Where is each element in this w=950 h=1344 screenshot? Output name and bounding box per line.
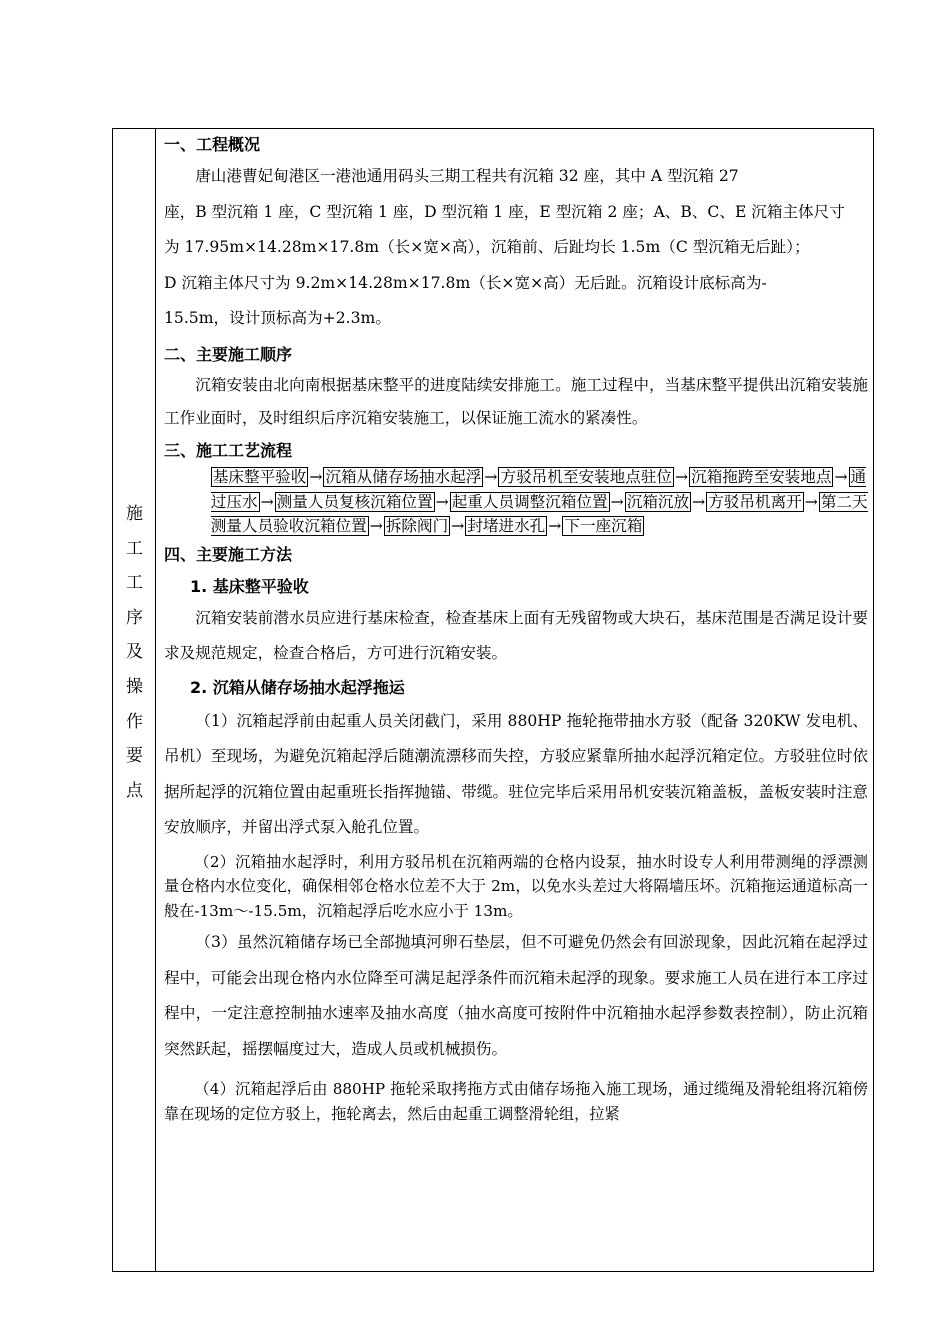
section-3-heading: 三、施工工艺流程 (164, 441, 293, 461)
label-char: 作 (126, 711, 143, 732)
flow-step: 封堵进水孔 (467, 516, 546, 535)
flow-arrow: → (435, 492, 449, 511)
flow-step: 拆除阀门 (385, 516, 449, 535)
section-4-heading: 四、主要施工方法 (164, 544, 293, 564)
section-2-heading: 二、主要施工顺序 (164, 344, 293, 364)
label-char: 操 (126, 676, 143, 697)
label-char: 工 (126, 573, 143, 594)
flow-arrow: → (369, 516, 383, 535)
section-1-body (164, 159, 868, 337)
flow-arrow: → (451, 516, 465, 535)
section-1-heading: 一、工程概况 (164, 135, 261, 154)
flow-step: 沉箱拖跨至安装地点 (691, 468, 832, 487)
flow-step: 通过压水 (210, 468, 867, 511)
flow-arrow: → (804, 492, 818, 511)
row-label-cell (113, 129, 156, 1271)
body-line: 唐山港曹妃甸港区一港池通用码头三期工程共有沉箱 32 座，其中 A 型沉箱 27 (195, 167, 739, 185)
flow-arrow: → (260, 492, 274, 511)
flow-step: 下一座沉箱 (564, 516, 643, 535)
flow-arrow: → (675, 468, 689, 487)
label-char: 点 (126, 780, 143, 801)
subsection-2-para-4: （4）沉箱起浮后由 880HP 拖轮采取拷拖方式由储存场拖入施工现场，通过缆绳及滑轮组将沉箱傍靠在现场的定位方驳上，拖轮离去，然后由起重工调整滑轮组，拉紧 (164, 1080, 868, 1123)
label-char: 及 (126, 642, 143, 663)
flow-arrow: → (610, 492, 624, 511)
label-char: 序 (126, 607, 143, 628)
body-line: 15.5m，设计顶标高为+2.3m。 (164, 309, 391, 327)
body-line: D 沉箱主体尺寸为 9.2m×14.28m×17.8m（长×宽×高）无后趾。沉箱设计底标高为- (164, 273, 767, 292)
subsection-1-body: 沉箱安装前潜水员应进行基床检查，检查基床上面有无残留物或大块石，基床范围是否满足设计要求及规范规定，检查合格后，方可进行沉箱安装。 (164, 608, 868, 663)
row-label (113, 497, 156, 808)
flow-step: 基床整平验收 (212, 468, 307, 487)
subsection-1-heading: 1. 基床整平验收 (190, 576, 309, 596)
flow-step: 方驳吊机离开 (708, 492, 802, 511)
flow-arrow: → (309, 468, 323, 487)
label-char: 施 (126, 504, 143, 524)
body-line: 为 17.95m×14.28m×17.8m（长×宽×高），沉箱前、后趾均长 1.5m（C 型沉箱无后趾）； (164, 238, 810, 256)
subsection-2-para-1: （1）沉箱起浮前由起重人员关闭截门，采用 880HP 拖轮拖带抽水方驳（配备 320KW 发电机、吊机）至现场，为避免沉箱起浮后随潮流漂移而失控，方驳应紧靠所抽水起浮沉箱定位。方驳驻位时依据所起浮的沉箱位置由起重班长指挥抛锚、带缆。驻位完毕后采用吊机安装沉箱盖板，盖板安装时注意安放顺序，并留出浮式泵入舱孔位置。 (164, 711, 868, 837)
document-table (112, 128, 874, 1272)
flow-step: 方驳吊机至安装地点驻位 (500, 468, 673, 487)
flow-arrow: → (692, 492, 706, 511)
flow-step: 沉箱沉放 (626, 492, 690, 511)
flow-step: 测量人员复核沉箱位置 (276, 492, 433, 511)
flow-step: 沉箱从储存场抽水起浮 (325, 468, 482, 487)
section-2-body: 沉箱安装由北向南根据基床整平的进度陆续安排施工。施工过程中，当基床整平提供出沉箱安装施工作业面时，及时组织后序沉箱安装施工，以保证施工流水的紧凑性。 (164, 375, 868, 427)
flow-step: 第二天测量人员验收沉箱位置 (210, 492, 868, 535)
flow-arrow: → (548, 516, 562, 535)
subsection-2-heading: 2. 沉箱从储存场抽水起浮拖运 (190, 677, 405, 697)
content-cell (164, 131, 868, 1126)
subsection-2-para-2: （2）沉箱抽水起浮时，利用方驳吊机在沉箱两端的仓格内设泵，抽水时设专人利用带测绳的浮漂测量仓格内水位变化，确保相邻仓格水位差不大于 2m，以免水头差过大将隔墙压坏。沉箱拖运通道标高一般在-13m～-15.5m，沉箱起浮后吃水应小于 13m。 (164, 852, 868, 920)
process-flow (164, 465, 868, 538)
flow-arrow: → (484, 468, 498, 487)
label-char: 要 (126, 746, 143, 767)
body-line: 座，B 型沉箱 1 座，C 型沉箱 1 座，D 型沉箱 1 座，E 型沉箱 2 座；A、B、C、E 沉箱主体尺寸 (164, 202, 845, 221)
flow-arrow: → (834, 468, 848, 487)
subsection-2-para-3: （3）虽然沉箱储存场已全部抛填河卵石垫层，但不可避免仍然会有回淤现象，因此沉箱在起浮过程中，可能会出现仓格内水位降至可满足起浮条件而沉箱未起浮的现象。要求施工人员在进行本工序过程中，一定注意控制抽水速率及抽水高度（抽水高度可按附件中沉箱抽水起浮参数表控制），防止沉箱突然跃起，摇摆幅度过大，造成人员或机械损伤。 (164, 933, 868, 1058)
label-char: 工 (126, 538, 143, 559)
flow-step: 起重人员调整沉箱位置 (451, 492, 608, 511)
